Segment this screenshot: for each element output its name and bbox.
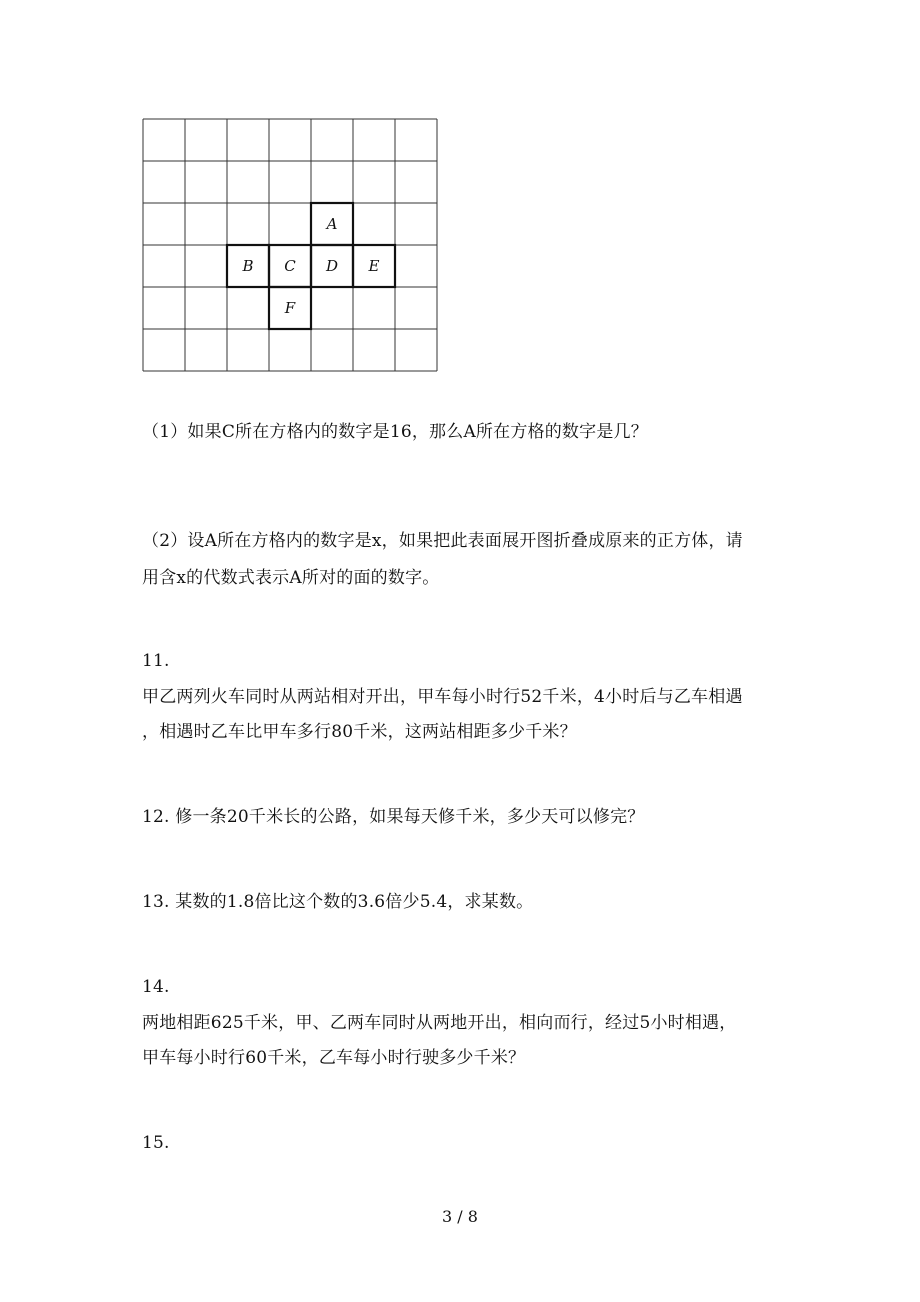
net-cell-label-c: C xyxy=(284,257,296,275)
question-10-part-2-line-1: （2）设A所在方格内的数字是x，如果把此表面展开图折叠成原来的正方体，请 xyxy=(142,531,743,551)
question-14-line-1: 两地相距625千米，甲、乙两车同时从两地开出，相向而行，经过5小时相遇， xyxy=(142,1013,737,1033)
cube-net-figure xyxy=(142,118,438,372)
page-number: 3 / 8 xyxy=(442,1207,478,1226)
question-12: 12. 修一条20千米长的公路，如果每天修千米，多少天可以修完？ xyxy=(142,807,645,827)
question-13: 13. 某数的1.8倍比这个数的3.6倍少5.4，求某数。 xyxy=(142,892,534,912)
question-11-line-2: ，相遇时乙车比甲车多行80千米，这两站相距多少千米？ xyxy=(142,722,577,742)
cube-net-grid xyxy=(142,118,438,372)
question-10-part-1: （1）如果C所在方格内的数字是16，那么A所在方格的数字是几？ xyxy=(142,422,648,442)
net-cell-label-e: E xyxy=(368,257,380,275)
question-10-part-2-line-2: 用含x的代数式表示A所对的面的数字。 xyxy=(142,568,440,588)
net-cell-label-d: D xyxy=(325,257,339,275)
question-14-line-2: 甲车每小时行60千米，乙车每小时行驶多少千米？ xyxy=(142,1048,526,1068)
net-cell-label-f: F xyxy=(284,299,296,317)
question-15-number: 15. xyxy=(142,1133,170,1153)
question-11-number: 11. xyxy=(142,651,170,671)
net-cell-label-a: A xyxy=(326,215,338,233)
question-14-number: 14. xyxy=(142,977,170,997)
question-11-line-1: 甲乙两列火车同时从两站相对开出，甲车每小时行52千米，4小时后与乙车相遇 xyxy=(142,687,743,707)
net-cell-label-b: B xyxy=(242,257,254,275)
